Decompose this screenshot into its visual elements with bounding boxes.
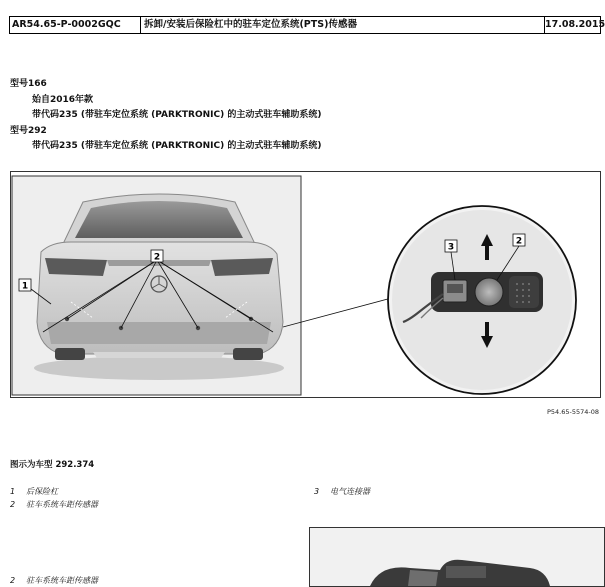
legend-text: 驻车系统车距传感器: [26, 576, 98, 585]
figure-illustration: [11, 172, 600, 397]
legend-number: 2: [10, 500, 16, 509]
callout-2b-label: 2: [515, 236, 523, 247]
callout-2: [151, 250, 163, 263]
model-label: 型号166: [10, 79, 47, 89]
cutoff-legend-line: [10, 575, 98, 586]
model-line: 带代码235 (带驻车定位系统 (PARKTRONIC) 的主动式驻车辅助系统): [32, 141, 322, 151]
legend-number: 2: [10, 576, 16, 585]
callout-1-label: 1: [21, 281, 29, 292]
callout-3-label: 3: [447, 242, 455, 253]
header-table: [9, 16, 605, 34]
second-figure-illustration: [310, 528, 604, 586]
sensor-detail: [388, 206, 576, 394]
legend-number: 1: [10, 487, 16, 496]
second-figure-frame: [309, 527, 605, 587]
legend-item: [10, 485, 98, 498]
car-rear-photo: [12, 176, 301, 395]
figure-code: P54.65-5574-08: [546, 408, 599, 416]
legend-item: [314, 485, 370, 498]
model-line: 带代码235 (带驻车定位系统 (PARKTRONIC) 的主动式驻车辅助系统): [32, 110, 322, 120]
legend-text: 驻车系统车距传感器: [26, 500, 98, 509]
callout-3: [445, 240, 457, 253]
legend-item: [10, 498, 98, 511]
callout-2-label: 2: [153, 252, 161, 263]
figure-frame: [10, 171, 601, 398]
model-applicability: [10, 77, 322, 155]
legend-left: [10, 485, 98, 511]
figure-caption: 图示为车型 292.374: [10, 460, 95, 470]
callout-2-detail: [513, 234, 525, 247]
doc-title: 拆卸/安装后保险杠中的驻车定位系统(PTS)传感器: [141, 17, 545, 33]
model-line: 始自2016年款: [32, 94, 94, 105]
legend-text: 后保险杠: [26, 487, 58, 496]
legend-right: [314, 485, 370, 498]
doc-id: AR54.65-P-0002GQC: [10, 17, 141, 33]
legend-text: 电气连接器: [330, 487, 370, 496]
legend-number: 3: [314, 487, 320, 496]
callout-1: [19, 279, 31, 292]
model-label: 型号292: [10, 125, 47, 136]
doc-date: 17.08.2015: [545, 19, 605, 30]
